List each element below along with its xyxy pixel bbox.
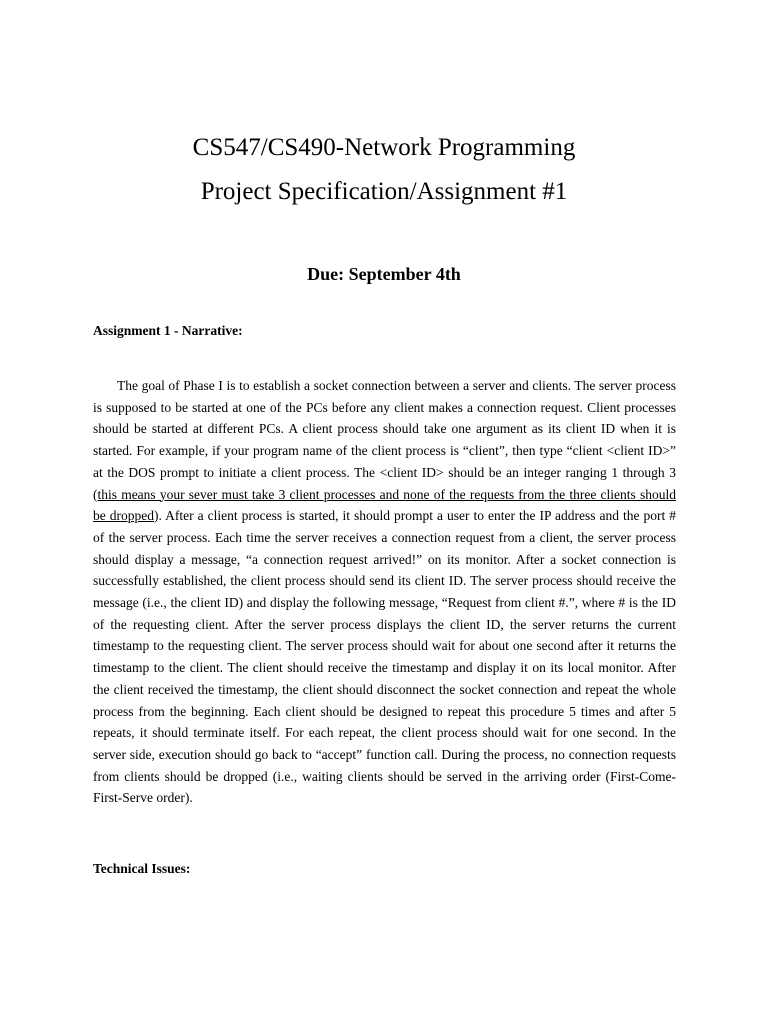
narrative-paragraph (93, 375, 676, 809)
document-title: CS547/CS490-Network Programming (192, 134, 576, 161)
narrative-underlined-text: this means your sever must take 3 client processes and none of the requests from the three clients should be dropped (93, 486, 676, 524)
document-subtitle: Project Specification/Assignment #1 (200, 178, 568, 205)
narrative-text-part2: ). After a client process is started, it should prompt a user to enter the IP address and the port # of the server process. Each time the server receives a connection request from a client, the server process should display a message, “a connection request arrived!” on its monitor. After a socket connection is successfully established, the client process should send its client ID. The server process should receive the message (i.e., the client ID) and display the following message, “Request from client #.”, where # is the ID of the requesting client. After the server process displays the client ID, the server returns the current timestamp to the requesting client. The server process should wait for about one second after it returns the timestamp to the client. The client should receive the timestamp and display it on its local monitor. After the client received the timestamp, the client should disconnect the socket connection and repeat the whole process from the beginning. Each client should be designed to repeat this procedure 5 times and after 5 repeats, it should terminate itself. For each repeat, the client process should wait for one second. In the server side, execution should go back to “accept” function call. During the process, no connection requests from clients should be dropped (i.e., waiting clients should be served in the arriving order (First-Come-First-Serve order). (93, 508, 677, 806)
technical-issues-heading: Technical Issues: (93, 861, 191, 876)
narrative-heading: Assignment 1 - Narrative: (93, 323, 243, 338)
due-date: Due: September 4th (307, 264, 461, 284)
narrative-text-part1: The goal of Phase I is to establish a socket connection between a server and clients. The server process is supposed to be started at one of the PCs before any client makes a connection request. Client processes should be started at different PCs. A client process should take one argument as its client ID when it is started. For example, if your program name of the client process is “client”, then type “client <client ID>” at the DOS prompt to initiate a client process. The <client ID> should be an integer ranging 1 through 3 ( (93, 378, 676, 502)
